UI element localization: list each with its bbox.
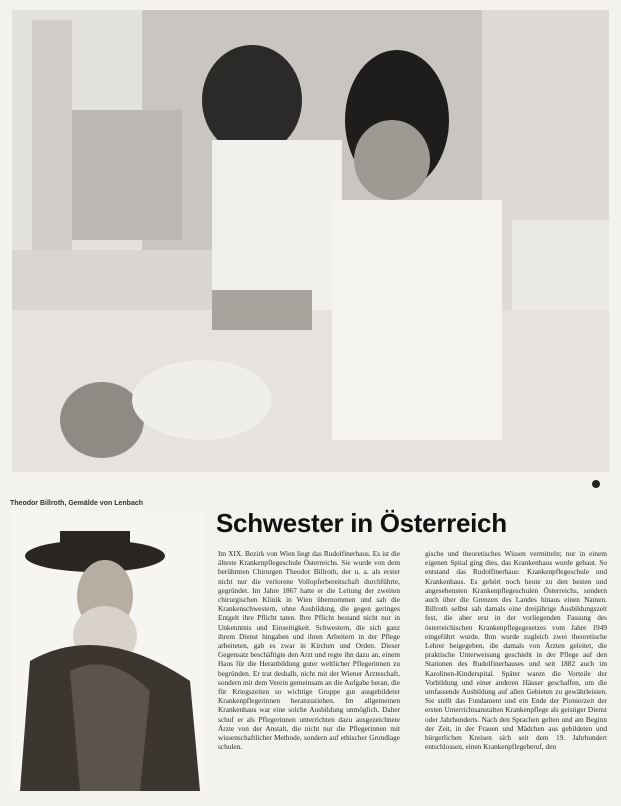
nurses-with-baby-photo	[12, 10, 609, 472]
nurses-with-baby-photo-icon	[12, 10, 609, 472]
billroth-portrait	[10, 511, 206, 791]
page-marker-dot	[592, 480, 600, 488]
article-title: Schwester in Österreich	[216, 508, 507, 538]
article-column-1: Im XIX. Bezirk von Wien liegt das Rudolfinerhaus. Es ist die älteste Krankenpflegeschule Österreichs. Sie wurde von dem berühmten Chirurgen Theodor Billroth, der u. a. als erster nicht nur die verlorene Vollopferbereitschaft durchführte, gegründet. Im Jahre 1867 hatte er die Leitung der zweiten chirurgischen Klinik in Wien übernommen und sah die Krankenschwestern, ohne Ausbildung, die gegen geringes Entgelt ihre Pflicht taten. Ihre Pflicht bestand nicht nur in Unkenntnis und Einseitigkeit. Schwestern, die sich ganz ihrem Dienst hingaben und ihren Arbeitern in der Pflege arbeiteten, gab es zwar in Kirchen und Orden. Dieser Gegensatz beschäftigte den Arzt und regte ihn dazu an, einem Haus für die Heranbildung guter weltlicher Pflegerinnen zu begründen. Er trat deshalb, nicht mit der Wiener Ärzteschaft, sondern mit dem Verein gemeinsam an die Aufgabe heran, die für Kriegszeiten so wichtige Gruppe gut ausgebildeter Krankenpflegerinnen heranzuziehen. Im allgemeinen Krankenhaus war eine solche Ausbildung unmöglich. Daher schuf er als Pflegerinnen unterrichten dazu ausgezeichnete Ärzte von der Anstalt, die nicht nur die Pflegerinnen mit wissenschaftlicher Methode, sondern auf ethischer Grundlage schulen.	[218, 549, 400, 752]
portrait-caption: Theodor Billroth, Gemälde von Lenbach	[10, 500, 144, 507]
article-column-2: gische und theoretisches Wissen vermitteln; nur in einem eigenen Spital ging dies, das Krankenhaus wurde gebaut. So entstand das Rudolfinerhaus: Krankenpflegeschule und Krankenhaus. Es gehört noch heute zu den besten und angesehensten Krankenpflegeschulen Österreichs, sondern auch über die Grenzen des Landes hinaus einen Namen. Billroth selbst sah damals eine dreijährige Ausbildungszeit fest, die aber erst in der vorliegenden Fassung des österreichischen Krankenpflegegesetzes vom Jahre 1949 eingeführt wurde. Ihm wurde zugleich zwei theoretische Lehrer beigegeben, die damals von Ärzten geleitet, die praktische Unterweisung geschieht in der Pflege auf den Stationen des Rudolfinerhauses und seit 1882 auch im Karolinen-Kinderspital. Später waren die Vorteile der Vorbildung und einer anderen Häuser geschaffen, um die umfassende Ausbildung auf allen Gebieten zu gewährleisten. Sie stellt das Fundament und ein Ende der Pionierzeit der ersten Unterrichtsanstalten Krankenpflege als geistiger Dienst oder Jahrhunderts. Nach den Sprachen gelten und am Beginn der Zeit, in der Frauen und Mädchen aus gebildeten und bürgerlichen Kreisen sich seit dem 19. Jahrhundert entschlossen, einen Krankenpflegeberuf, den	[425, 549, 607, 752]
billroth-portrait-icon	[10, 511, 206, 791]
